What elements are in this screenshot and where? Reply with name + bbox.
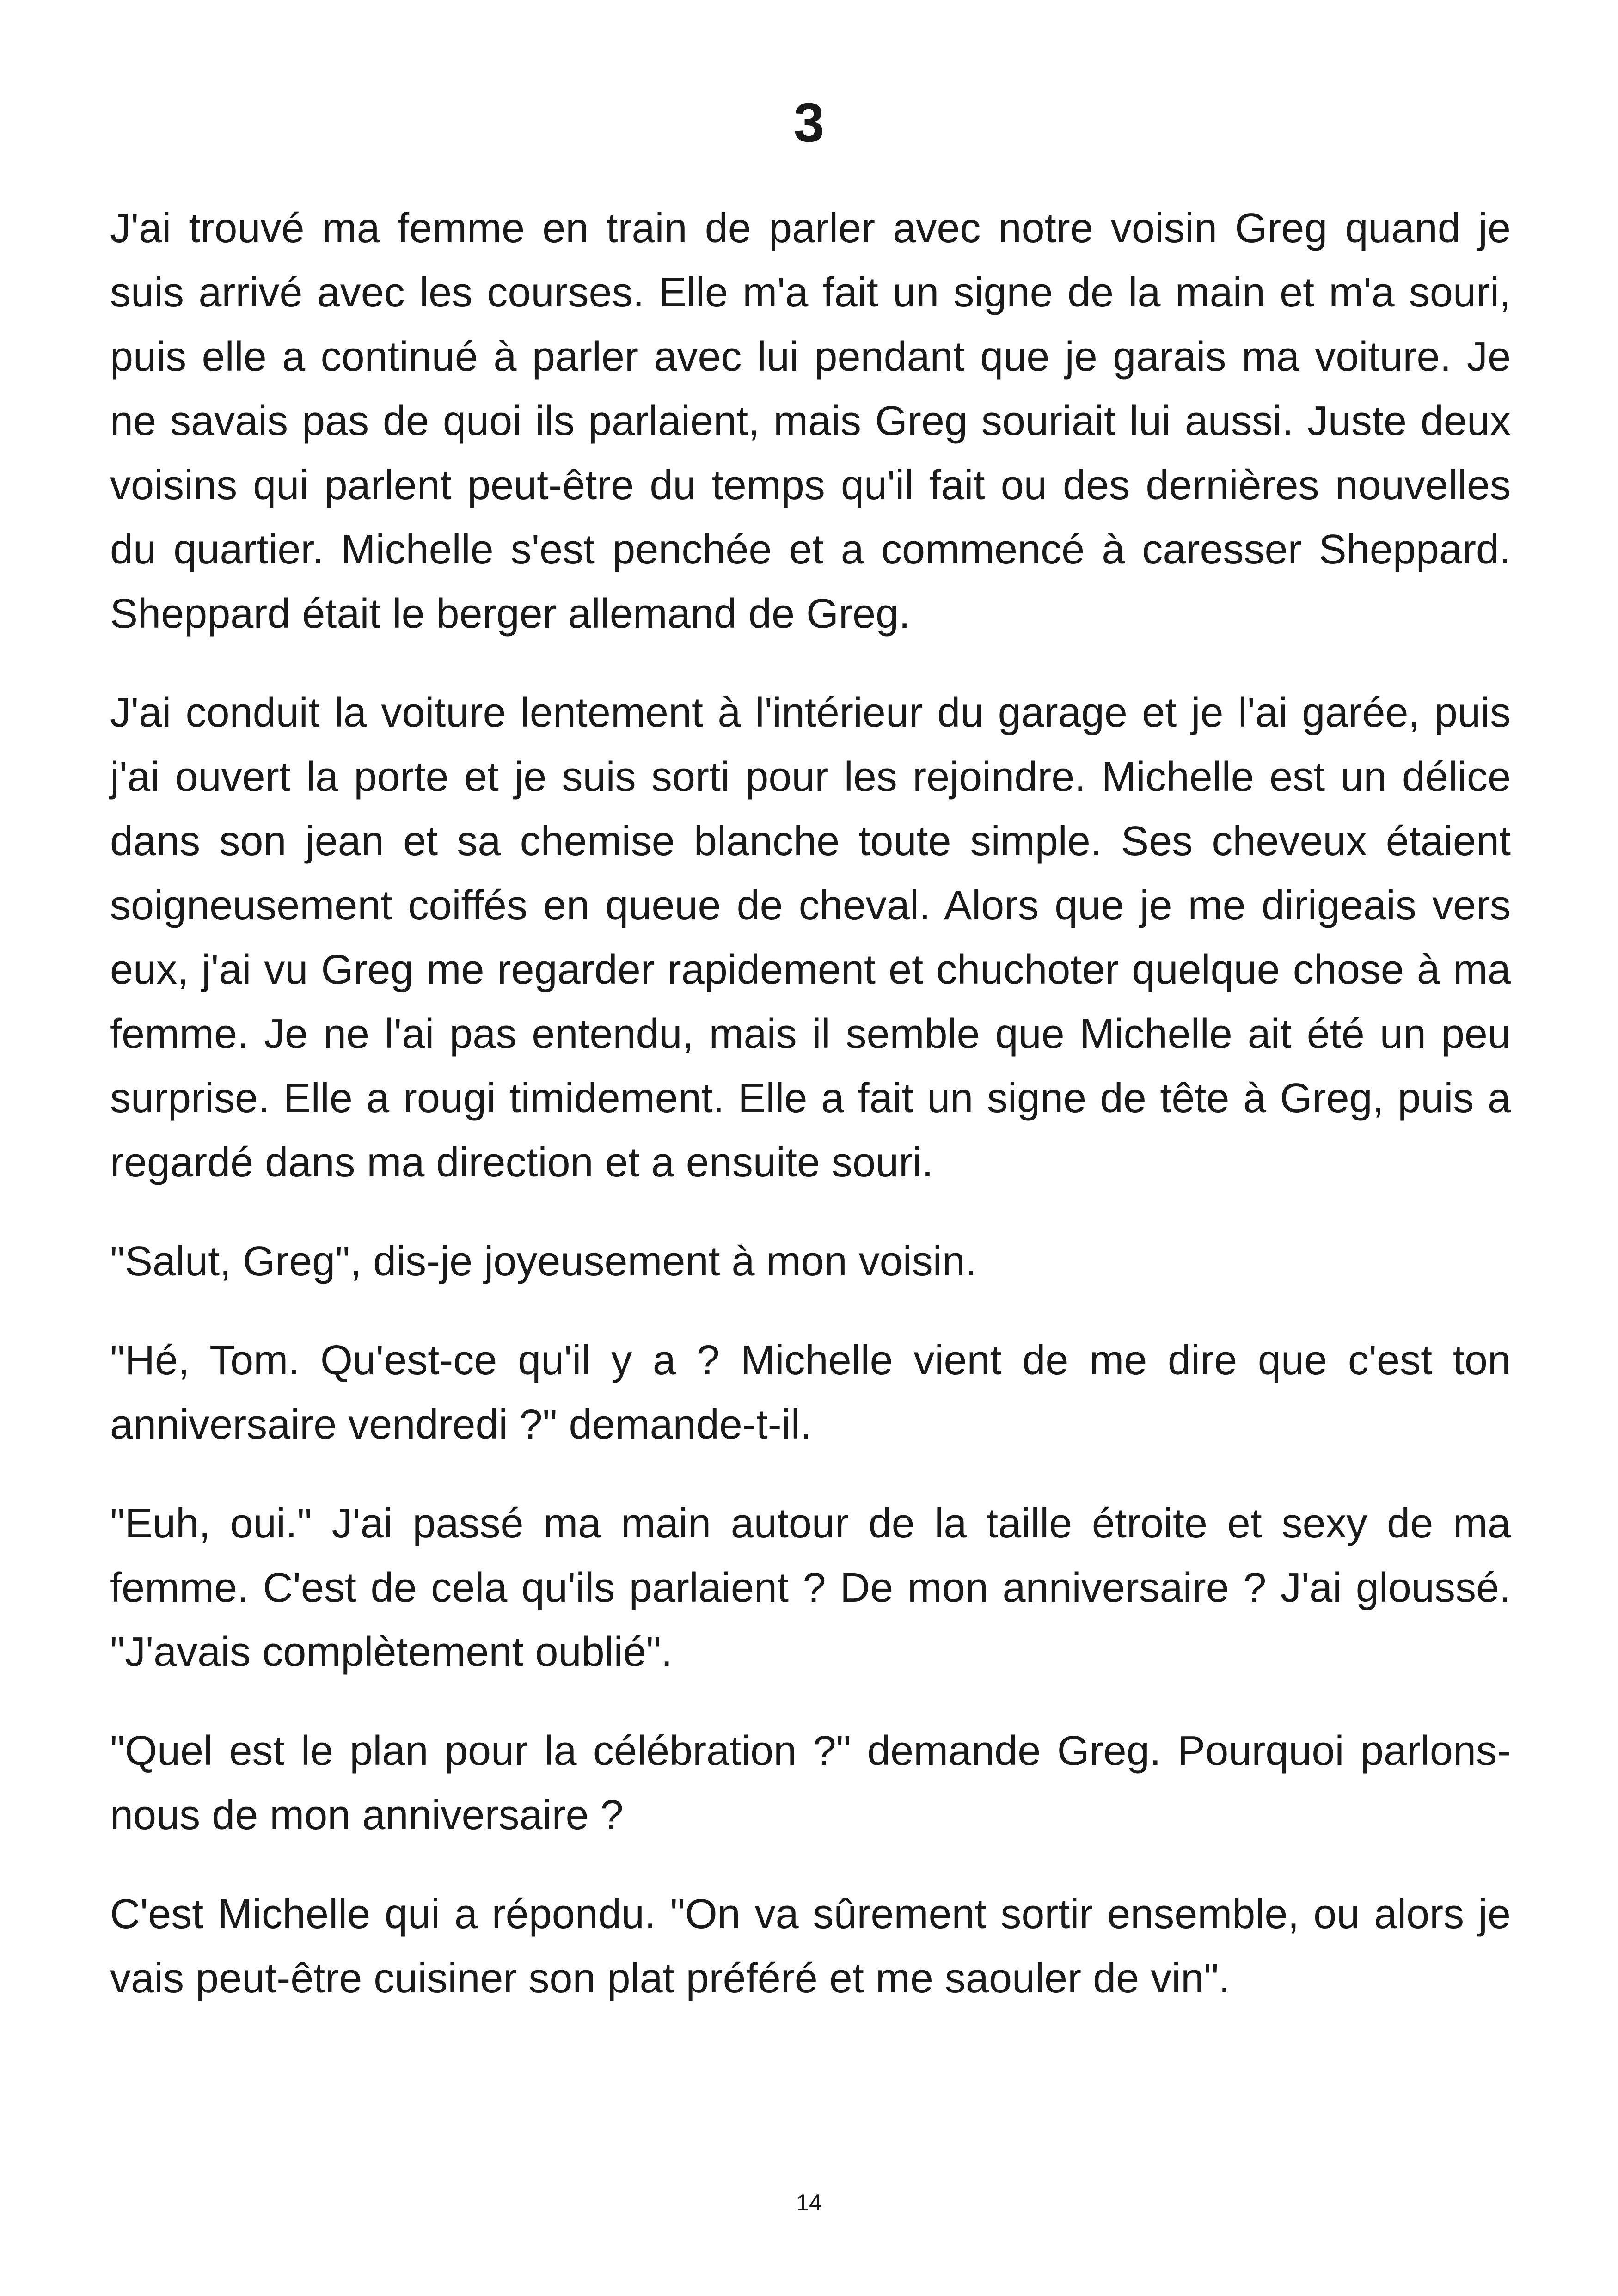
paragraph: J'ai trouvé ma femme en train de parler avec notre voisin Greg quand je suis arrivé avec les courses. Elle m'a fait un signe de la main et m'a souri, puis elle a continué à parler avec lui pendant que je garais ma voiture. Je ne savais pas de quoi ils parlaient, mais Greg souriait lui aussi. Juste deux voisins qui parlent peut-être du temps qu'il fait ou des dernières nouvelles du quartier. Michelle s'est penchée et a commencé à caresser Sheppard. Sheppard était le berger allemand de Greg. (110, 205, 1511, 637)
paragraph: "Euh, oui." J'ai passé ma main autour de la taille étroite et sexy de ma femme. C'est de cela qu'ils parlaient ? De mon anniversaire ? J'ai gloussé. "J'avais complètement oublié". (110, 1500, 1511, 1675)
paragraph: C'est Michelle qui a répondu. "On va sûrement sortir ensemble, ou alors je vais peut-être cuisiner son plat préféré et me saouler de vin". (110, 1891, 1511, 2002)
paragraph: J'ai conduit la voiture lentement à l'intérieur du garage et je l'ai garée, puis j'ai ouvert la porte et je suis sorti pour les rejoindre. Michelle est un délice dans son jean et sa chemise blanche toute simple. Ses cheveux étaient soigneusement coiffés en queue de cheval. Alors que je me dirigeais vers eux, j'ai vu Greg me regarder rapidement et chuchoter quelque chose à ma femme. Je ne l'ai pas entendu, mais il semble que Michelle ait été un peu surprise. Elle a rougi timidement. Elle a fait un signe de tête à Greg, puis a regardé dans ma direction et a ensuite souri. (110, 690, 1511, 1186)
paragraph: "Hé, Tom. Qu'est-ce qu'il y a ? Michelle vient de me dire que c'est ton anniversaire vendredi ?" demande-t-il. (110, 1337, 1511, 1448)
paragraph: "Quel est le plan pour la célébration ?" demande Greg. Pourquoi parlons-nous de mon anniversaire ? (110, 1728, 1511, 1838)
page-number: 14 (796, 2190, 822, 2216)
chapter-body (110, 196, 1511, 2045)
paragraph: "Salut, Greg", dis-je joyeusement à mon voisin. (110, 1238, 977, 1285)
chapter-number: 3 (793, 92, 825, 153)
